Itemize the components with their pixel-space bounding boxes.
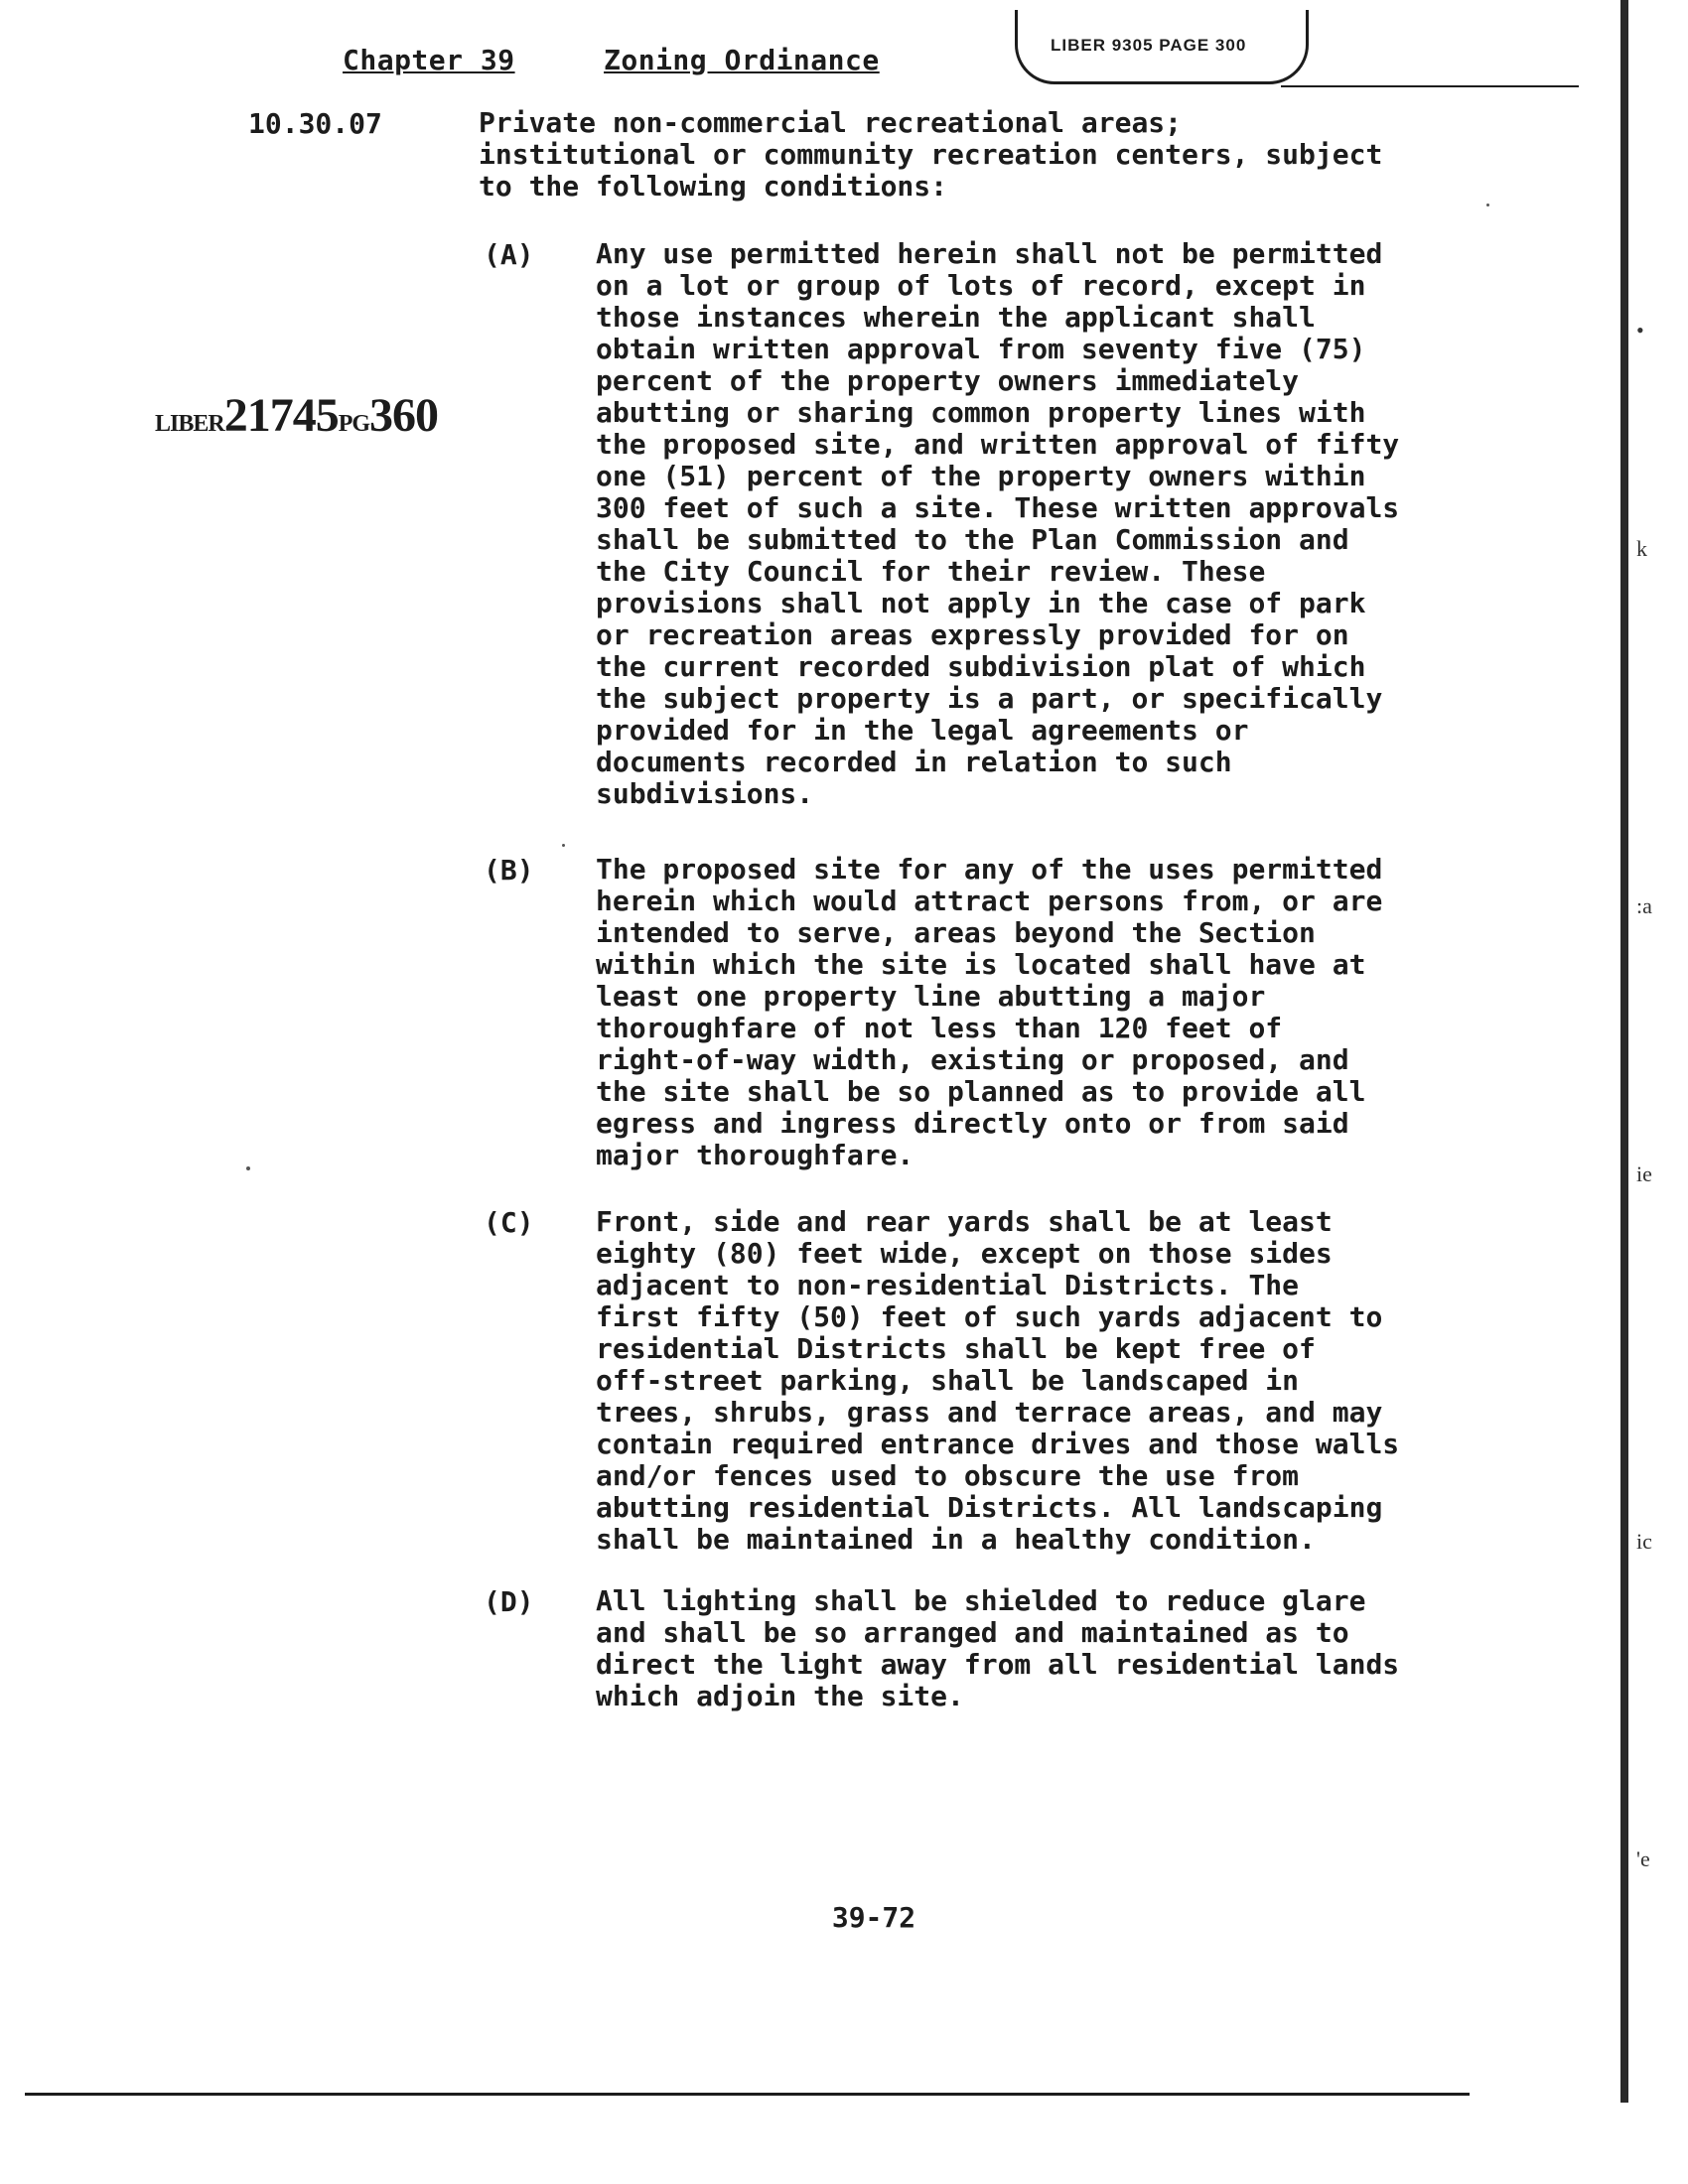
chapter-title: Zoning Ordinance	[604, 44, 880, 76]
section-number: 10.30.07	[248, 107, 382, 140]
item-text-b: The proposed site for any of the uses permitted herein which would attract persons from, or are intended to serve, areas beyond the Section within which the site is located shall have at least one property line abutting a major thoroughfare of not less than 120 feet of right-of-way width, existing or proposed, and the site shall be so planned as to provide all egress and ingress directly onto or from said major thoroughfare.	[596, 853, 1383, 1171]
item-label-a: (A)	[484, 238, 534, 271]
scan-speck	[1486, 204, 1489, 206]
item-text-d: All lighting shall be shielded to reduce glare and shall be so arranged and maintained as to direct the light away from all residential lands which adjoin the site.	[596, 1584, 1400, 1712]
header-rule	[1281, 85, 1579, 87]
stamp-pg: PG	[338, 411, 370, 437]
scan-speck	[562, 844, 565, 847]
scan-speck	[246, 1166, 250, 1170]
bottom-rule	[25, 2093, 1470, 2096]
bleed-through-mark: ie	[1636, 1161, 1652, 1186]
bleed-through-mark: ic	[1636, 1529, 1652, 1554]
bleed-through-mark: k	[1636, 536, 1647, 561]
bleed-through-mark: •	[1636, 318, 1644, 342]
item-label-c: (C)	[484, 1206, 534, 1239]
stamp-prefix: LIBER	[155, 411, 224, 437]
bleed-through-mark: 'e	[1636, 1846, 1650, 1871]
item-label-b: (B)	[484, 854, 534, 887]
stamp-page: 360	[369, 389, 439, 442]
bleed-through-mark: :a	[1636, 893, 1652, 918]
chapter-heading: Chapter 39	[343, 44, 515, 76]
item-label-d: (D)	[484, 1585, 534, 1618]
margin-liber-stamp	[155, 389, 439, 442]
liber-stamp-text: LIBER 9305 PAGE 300	[1051, 36, 1247, 55]
item-text-c: Front, side and rear yards shall be at least eighty (80) feet wide, except on those sides adjacent to non-residential Districts. The first fifty (50) feet of such yards adjacent to residential Districts shall be kept free of off-street parking, shall be landscaped in trees, shrubs, grass and terrace areas, and may contain required entrance drives and those walls and/or fences used to obscure the use from abutting residential Districts. All landscaping shall be maintained in a healthy condition.	[596, 1205, 1400, 1556]
scan-binding-edge	[1620, 0, 1628, 2103]
section-title: Private non-commercial recreational areas; institutional or community recreation centers, subject to the following conditions:	[479, 106, 1383, 203]
stamp-number: 21745	[223, 389, 339, 442]
item-text-a: Any use permitted herein shall not be permitted on a lot or group of lots of record, except in those instances wherein the applicant shall obtain written approval from seventy five (75) percent of the property owners immediately abutting or sharing common property lines with the proposed site, and written approval of fifty one (51) percent of the property owners within 300 feet of such a site. These written approvals shall be submitted to the Plan Commission and the City Council for their review. These provisions shall not apply in the case of park or recreation areas expressly provided for on the current recorded subdivision plat of which the subject property is a part, or specifically provided for in the legal agreements or documents recorded in relation to such subdivisions.	[596, 237, 1400, 810]
page-number: 39-72	[831, 1901, 916, 1934]
